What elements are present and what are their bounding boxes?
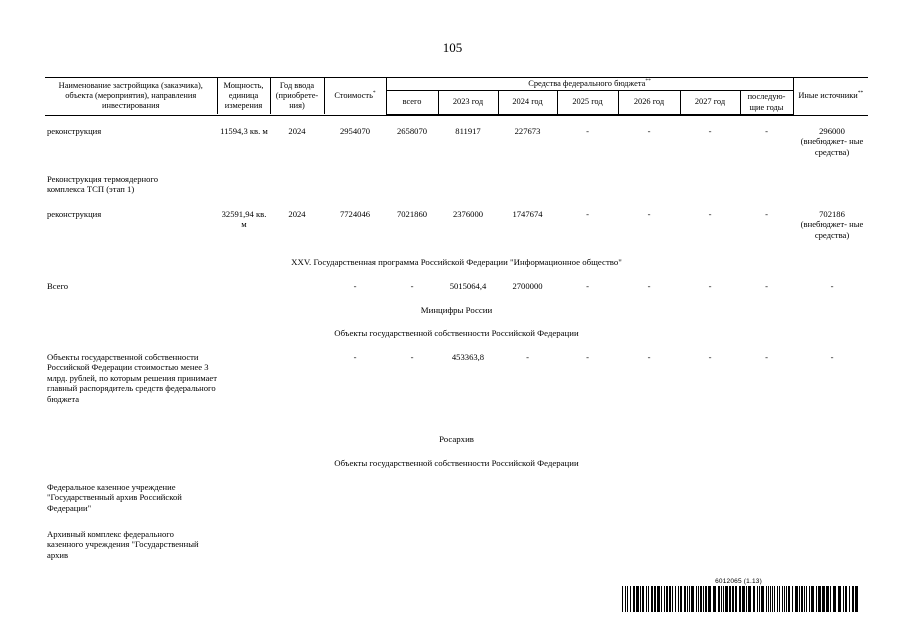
barcode-bar	[766, 586, 767, 612]
barcode-bar	[792, 586, 793, 612]
barcode-bar	[661, 586, 662, 612]
section-objects: Объекты государственной собственности Российской Федерации	[334, 328, 579, 338]
barcode-bar	[640, 586, 641, 612]
barcode-bar	[816, 586, 817, 612]
barcode-bar	[801, 586, 803, 612]
header-name: Наименование застройщика (заказчика), объекта (мероприятия), направления инвестирования	[45, 78, 217, 115]
barcode-bar	[654, 586, 656, 612]
barcode-bar	[687, 586, 688, 612]
barcode-bar	[795, 586, 798, 612]
barcode-bar	[672, 586, 673, 612]
barcode-bar	[786, 586, 787, 612]
barcode-bar	[718, 586, 720, 612]
barcode-bar	[675, 586, 676, 612]
barcode-bar	[729, 586, 731, 612]
barcode-bar	[852, 586, 854, 612]
barcode-bar	[804, 586, 805, 612]
barcode-bar	[723, 586, 724, 612]
barcode-bar	[666, 586, 668, 612]
barcode-bar	[753, 586, 755, 612]
barcode-bar	[761, 586, 764, 612]
page-number: 105	[442, 40, 463, 55]
barcode-bar	[678, 586, 679, 612]
header-2025: 2025 год	[557, 91, 618, 115]
header-total: всего	[386, 91, 438, 115]
barcode-bar	[759, 586, 760, 612]
barcode-bar	[657, 586, 660, 612]
barcode-bar	[696, 586, 697, 612]
barcode-bar	[838, 586, 841, 612]
barcode-bar	[732, 586, 734, 612]
barcode-bar	[777, 586, 778, 612]
barcode-bar	[843, 586, 844, 612]
barcode-bar	[768, 586, 769, 612]
barcode-bar	[633, 586, 635, 612]
barcode-bar	[806, 586, 807, 612]
barcode-bar	[845, 586, 847, 612]
barcode-bar	[698, 586, 699, 612]
barcode-bar	[811, 586, 814, 612]
barcode-bar	[809, 586, 810, 612]
section-ministry: Минцифры России	[420, 305, 493, 315]
barcode-bar	[774, 586, 775, 612]
header-capacity: Мощность, единица измерения	[217, 78, 270, 115]
barcode-bar	[700, 586, 702, 612]
barcode-bar	[664, 586, 665, 612]
section-ministry: Росархив	[439, 434, 474, 444]
barcode-bar	[691, 586, 694, 612]
barcode-bar	[757, 586, 758, 612]
header-2027: 2027 год	[680, 91, 740, 115]
barcode-bar	[651, 586, 653, 612]
barcode-bar	[818, 586, 821, 612]
barcode-bar	[849, 586, 850, 612]
header-other: Иные источники**	[793, 78, 868, 115]
barcode-bar	[669, 586, 671, 612]
header-later: последую- щие годы	[740, 91, 793, 115]
barcode-bar	[725, 586, 728, 612]
barcode-icon	[622, 586, 860, 612]
barcode-bar	[788, 586, 790, 612]
barcode-bar	[646, 586, 647, 612]
barcode-bar	[742, 586, 745, 612]
header-federal: Средства федерального бюджета**	[386, 78, 793, 91]
barcode-bar	[680, 586, 682, 612]
barcode-bar	[826, 586, 829, 612]
barcode-bar	[630, 586, 631, 612]
barcode-bar	[642, 586, 644, 612]
header-cost: Стоимость*	[324, 78, 386, 115]
barcode-bar	[855, 586, 858, 612]
barcode-bar	[772, 586, 773, 612]
barcode-bar	[636, 586, 639, 612]
barcode-bar	[703, 586, 704, 612]
barcode-bar	[705, 586, 707, 612]
barcode-bar	[735, 586, 737, 612]
barcode-bar	[746, 586, 747, 612]
barcode-bar	[708, 586, 711, 612]
section-program-title: XXV. Государственная программа Российской Федерации "Информационное общество"	[291, 257, 622, 267]
header-2024: 2024 год	[498, 91, 557, 115]
header-2026: 2026 год	[618, 91, 680, 115]
barcode-bar	[625, 586, 626, 612]
header-2023: 2023 год	[438, 91, 498, 115]
barcode-bar	[748, 586, 751, 612]
barcode-bar	[622, 586, 623, 612]
barcode-bar	[822, 586, 825, 612]
barcode-bar	[627, 586, 628, 612]
barcode-bar	[721, 586, 722, 612]
barcode-bar	[784, 586, 785, 612]
barcode-bar	[689, 586, 690, 612]
barcode	[622, 578, 860, 586]
barcode-bar	[648, 586, 649, 612]
header-year: Год ввода (приобрете- ния)	[270, 78, 324, 115]
barcode-bar	[779, 586, 780, 612]
barcode-bar	[782, 586, 783, 612]
barcode-bar	[770, 586, 771, 612]
barcode-bar	[833, 586, 836, 612]
barcode-bar	[713, 586, 716, 612]
barcode-bar	[799, 586, 800, 612]
barcode-code: 6012065 (1.13)	[715, 578, 762, 585]
barcode-bar	[830, 586, 831, 612]
barcode-bar	[739, 586, 741, 612]
table-header	[45, 77, 868, 116]
section-objects: Объекты государственной собственности Российской Федерации	[334, 458, 579, 468]
barcode-bar	[684, 586, 686, 612]
